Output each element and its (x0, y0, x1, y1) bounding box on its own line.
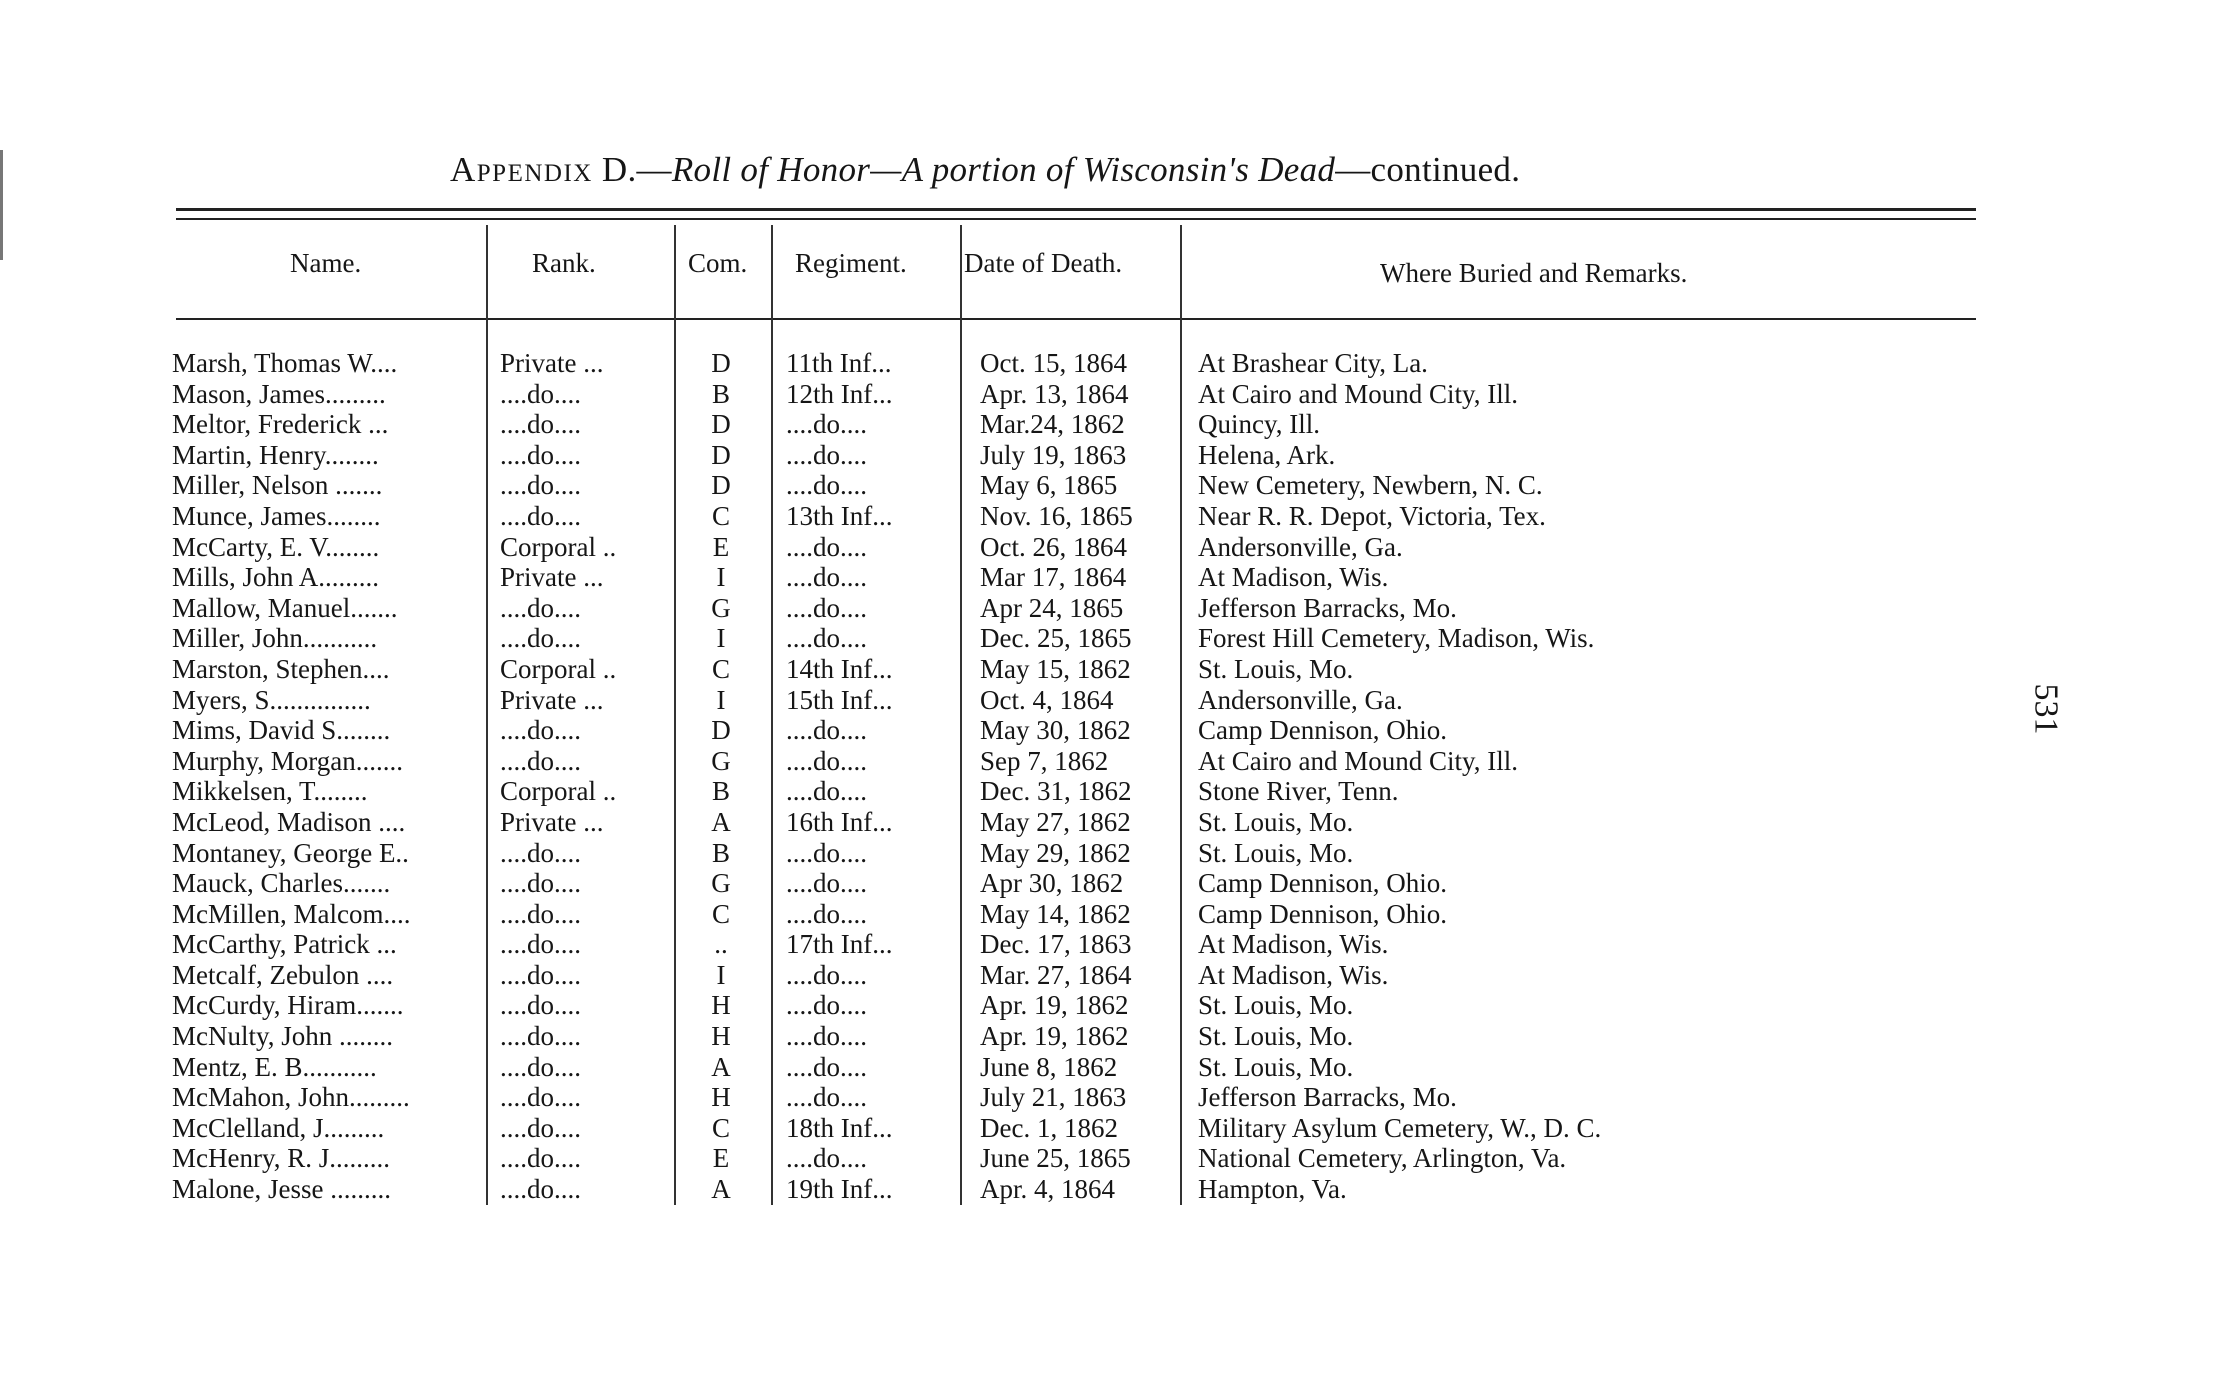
row-date: June 8, 1862 (980, 1051, 1118, 1082)
row-name: McNulty, John ........ (172, 1021, 393, 1052)
row-place: At Brashear City, La. (1198, 348, 1428, 378)
row-place: Camp Dennison, Ohio. (1198, 898, 1447, 929)
row-date: May 30, 1862 (980, 715, 1131, 746)
row-rank: ....do.... (500, 929, 581, 960)
row-com: H (711, 990, 731, 1021)
row-name: McClelland, J......... (172, 1112, 385, 1143)
row-date: Dec. 31, 1862 (980, 776, 1132, 807)
table-row (0, 868, 2222, 899)
table-row (0, 532, 2222, 563)
row-name: Marston, Stephen.... (172, 653, 390, 684)
row-date: Mar. 27, 1864 (980, 959, 1132, 990)
row-com: E (712, 531, 730, 562)
row-date: Apr 30, 1862 (980, 868, 1124, 899)
row-com: B (711, 378, 730, 409)
row-rank: ....do.... (500, 959, 581, 990)
row-place: Jefferson Barracks, Mo. (1198, 1082, 1457, 1113)
row-regiment: 15th Inf... (786, 684, 893, 715)
table-row (0, 654, 2222, 685)
row-com: D (711, 715, 731, 746)
row-date: Mar 17, 1864 (980, 562, 1127, 593)
row-com: B (711, 776, 730, 807)
table-row (0, 470, 2222, 501)
table-row (0, 776, 2222, 807)
row-date: May 15, 1862 (980, 653, 1131, 684)
row-place: St. Louis, Mo. (1198, 837, 1354, 868)
row-rank: ....do.... (500, 592, 581, 623)
header-rank: Rank. (532, 248, 596, 278)
row-place: Near R. R. Depot, Victoria, Tex. (1198, 500, 1546, 531)
row-com: G (711, 592, 731, 623)
row-rank: ....do.... (500, 1051, 581, 1082)
row-place: St. Louis, Mo. (1198, 806, 1354, 837)
row-regiment: ....do.... (786, 1021, 867, 1052)
row-name: McMillen, Malcom.... (172, 898, 411, 929)
row-com: C (711, 500, 730, 531)
row-rank: Corporal .. (500, 776, 617, 807)
row-regiment: ....do.... (786, 959, 867, 990)
row-name: Myers, S............... (172, 684, 371, 715)
row-com: I (716, 959, 726, 990)
header-date: Date of Death. (964, 248, 1123, 278)
row-date: May 29, 1862 (980, 837, 1131, 868)
row-com: C (711, 898, 730, 929)
row-rank: ....do.... (500, 1021, 581, 1052)
row-name: Mauck, Charles....... (172, 868, 391, 899)
row-com: G (711, 745, 731, 776)
row-rank: ....do.... (500, 990, 581, 1021)
row-com: C (711, 653, 730, 684)
table-row (0, 623, 2222, 654)
table-row (0, 807, 2222, 838)
row-name: McLeod, Madison .... (172, 806, 406, 837)
row-com: H (711, 1082, 731, 1113)
row-rank: ....do.... (500, 715, 581, 746)
row-date: Mar.24, 1862 (980, 409, 1125, 440)
row-rank: ....do.... (500, 1143, 581, 1174)
row-regiment: ....do.... (786, 1082, 867, 1113)
row-com: G (711, 868, 731, 899)
row-place: Hampton, Va. (1198, 1174, 1347, 1205)
header-regiment: Regiment. (795, 248, 907, 278)
row-regiment: 19th Inf... (786, 1174, 893, 1205)
row-name: Mentz, E. B........... (172, 1051, 377, 1082)
row-com: C (711, 1112, 730, 1143)
table-row (0, 990, 2222, 1021)
row-regiment: ....do.... (786, 898, 867, 929)
roll-table-body (0, 348, 2222, 1205)
title-appendix: Appendix (450, 150, 593, 189)
title-letter: D.— (601, 150, 672, 189)
row-name: Montaney, George E.. (172, 837, 409, 868)
row-date: May 27, 1862 (980, 806, 1131, 837)
row-place: At Cairo and Mound City, Ill. (1198, 745, 1518, 776)
table-row (0, 440, 2222, 471)
header-com: Com. (688, 248, 748, 278)
row-regiment: ....do.... (786, 776, 867, 807)
row-name: Mills, John A......... (172, 562, 380, 593)
row-rank: ....do.... (500, 1112, 581, 1143)
row-place: Quincy, Ill. (1198, 409, 1320, 440)
row-rank: ....do.... (500, 745, 581, 776)
row-com: A (711, 1174, 731, 1205)
table-row (0, 501, 2222, 532)
row-date: Oct. 15, 1864 (980, 348, 1127, 378)
row-place: Stone River, Tenn. (1198, 776, 1399, 807)
row-regiment: 14th Inf... (786, 653, 893, 684)
row-regiment: ....do.... (786, 837, 867, 868)
row-place: Camp Dennison, Ohio. (1198, 868, 1447, 899)
row-rank: ....do.... (500, 470, 581, 501)
row-place: Military Asylum Cemetery, W., D. C. (1198, 1112, 1602, 1143)
row-place: Camp Dennison, Ohio. (1198, 715, 1447, 746)
table-row (0, 715, 2222, 746)
table-row (0, 1052, 2222, 1083)
row-name: Mallow, Manuel....... (172, 592, 398, 623)
row-com: D (711, 439, 731, 470)
row-date: Dec. 25, 1865 (980, 623, 1132, 654)
row-regiment: ....do.... (786, 1143, 867, 1174)
row-place: At Cairo and Mound City, Ill. (1198, 378, 1518, 409)
row-date: Oct. 26, 1864 (980, 531, 1127, 562)
row-com: .. (714, 929, 728, 960)
row-name: Mims, David S........ (172, 715, 391, 746)
row-name: Meltor, Frederick ... (172, 409, 389, 440)
table-row (0, 1143, 2222, 1174)
table-row (0, 899, 2222, 930)
row-regiment: ....do.... (786, 592, 867, 623)
row-regiment: ....do.... (786, 868, 867, 899)
row-com: A (711, 1051, 731, 1082)
table-row (0, 562, 2222, 593)
row-regiment: 17th Inf... (786, 929, 893, 960)
table-row (0, 838, 2222, 869)
row-rank: Private ... (500, 684, 604, 715)
row-date: Apr. 19, 1862 (980, 990, 1129, 1021)
row-com: I (716, 623, 726, 654)
row-name: Martin, Henry........ (172, 439, 379, 470)
row-rank: Corporal .. (500, 531, 617, 562)
row-name: Malone, Jesse ......... (172, 1174, 391, 1205)
row-date: Sep 7, 1862 (980, 745, 1109, 776)
table-row (0, 1174, 2222, 1205)
row-place: New Cemetery, Newbern, N. C. (1198, 470, 1543, 501)
row-regiment: ....do.... (786, 470, 867, 501)
row-rank: ....do.... (500, 409, 581, 440)
row-rank: ....do.... (500, 837, 581, 868)
row-regiment: ....do.... (786, 623, 867, 654)
table-row (0, 1113, 2222, 1144)
row-date: Apr. 4, 1864 (980, 1174, 1115, 1205)
row-regiment: ....do.... (786, 1051, 867, 1082)
table-row (0, 409, 2222, 440)
table-row (0, 379, 2222, 410)
row-regiment: ....do.... (786, 745, 867, 776)
row-regiment: ....do.... (786, 990, 867, 1021)
header-place: Where Buried and Remarks. (1380, 258, 1688, 288)
row-date: Dec. 1, 1862 (980, 1112, 1118, 1143)
row-regiment: ....do.... (786, 715, 867, 746)
row-com: H (711, 1021, 731, 1052)
row-place: At Madison, Wis. (1198, 562, 1389, 593)
row-place: St. Louis, Mo. (1198, 1021, 1354, 1052)
header-name: Name. (290, 248, 362, 278)
table-row (0, 1082, 2222, 1113)
top-rule-thin (176, 218, 1976, 220)
row-com: I (716, 562, 726, 593)
row-rank: ....do.... (500, 623, 581, 654)
row-com: E (712, 1143, 730, 1174)
row-place: National Cemetery, Arlington, Va. (1198, 1143, 1567, 1174)
row-date: Apr 24, 1865 (980, 592, 1124, 623)
row-place: At Madison, Wis. (1198, 959, 1389, 990)
row-rank: ....do.... (500, 1082, 581, 1113)
row-rank: Private ... (500, 348, 604, 378)
row-date: Apr. 19, 1862 (980, 1021, 1129, 1052)
row-name: McHenry, R. J......... (172, 1143, 390, 1174)
row-regiment: 12th Inf... (786, 378, 893, 409)
table-row (0, 746, 2222, 777)
row-name: Mason, James......... (172, 378, 386, 409)
row-name: Murphy, Morgan....... (172, 745, 403, 776)
table-row (0, 685, 2222, 716)
row-place: Andersonville, Ga. (1198, 531, 1403, 562)
table-row (0, 1021, 2222, 1052)
page-number: 531 (2027, 683, 2065, 735)
row-regiment: 18th Inf... (786, 1112, 893, 1143)
row-name: Miller, Nelson ....... (172, 470, 383, 501)
row-name: Miller, John........... (172, 623, 378, 654)
header-rule (176, 318, 1976, 320)
row-regiment: 13th Inf... (786, 500, 893, 531)
row-date: July 21, 1863 (980, 1082, 1127, 1113)
row-rank: ....do.... (500, 898, 581, 929)
row-place: Andersonville, Ga. (1198, 684, 1403, 715)
row-com: I (716, 684, 726, 715)
row-regiment: ....do.... (786, 439, 867, 470)
row-name: Munce, James........ (172, 500, 381, 531)
row-regiment: ....do.... (786, 409, 867, 440)
row-date: Nov. 16, 1865 (980, 500, 1133, 531)
row-rank: ....do.... (500, 868, 581, 899)
row-name: McCurdy, Hiram....... (172, 990, 404, 1021)
row-date: Dec. 17, 1863 (980, 929, 1132, 960)
row-date: July 19, 1863 (980, 439, 1127, 470)
row-name: Marsh, Thomas W.... (172, 348, 398, 378)
row-place: Jefferson Barracks, Mo. (1198, 592, 1457, 623)
row-rank: Private ... (500, 562, 604, 593)
row-place: St. Louis, Mo. (1198, 653, 1354, 684)
row-rank: ....do.... (500, 500, 581, 531)
row-date: May 6, 1865 (980, 470, 1118, 501)
row-name: McMahon, John......... (172, 1082, 410, 1113)
row-rank: ....do.... (500, 439, 581, 470)
row-date: Oct. 4, 1864 (980, 684, 1114, 715)
row-place: St. Louis, Mo. (1198, 990, 1354, 1021)
row-regiment: ....do.... (786, 531, 867, 562)
row-rank: Private ... (500, 806, 604, 837)
row-date: May 14, 1862 (980, 898, 1131, 929)
row-regiment: 11th Inf... (786, 348, 892, 378)
table-row (0, 960, 2222, 991)
row-com: D (711, 470, 731, 501)
title-suffix: —continued. (1335, 150, 1521, 189)
row-name: Mikkelsen, T........ (172, 776, 368, 807)
row-regiment: 16th Inf... (786, 806, 893, 837)
row-name: Metcalf, Zebulon .... (172, 959, 394, 990)
title-italic: Roll of Honor—A portion of Wisconsin's Dead (671, 150, 1336, 189)
top-rule (176, 208, 1976, 211)
row-name: McCarthy, Patrick ... (172, 929, 397, 960)
table-row (0, 929, 2222, 960)
row-rank: ....do.... (500, 378, 581, 409)
row-place: Forest Hill Cemetery, Madison, Wis. (1198, 623, 1595, 654)
row-com: B (711, 837, 730, 868)
table-row (0, 348, 2222, 379)
row-com: D (711, 348, 731, 378)
row-place: St. Louis, Mo. (1198, 1051, 1354, 1082)
row-rank: Corporal .. (500, 653, 617, 684)
row-place: At Madison, Wis. (1198, 929, 1389, 960)
table-row (0, 593, 2222, 624)
row-name: McCarty, E. V........ (172, 531, 380, 562)
row-rank: ....do.... (500, 1174, 581, 1205)
page-title (450, 150, 1750, 190)
page-edge-mark (0, 150, 3, 260)
row-date: June 25, 1865 (980, 1143, 1131, 1174)
row-place: Helena, Ark. (1198, 439, 1336, 470)
row-date: Apr. 13, 1864 (980, 378, 1129, 409)
row-com: A (711, 806, 731, 837)
row-regiment: ....do.... (786, 562, 867, 593)
row-com: D (711, 409, 731, 440)
